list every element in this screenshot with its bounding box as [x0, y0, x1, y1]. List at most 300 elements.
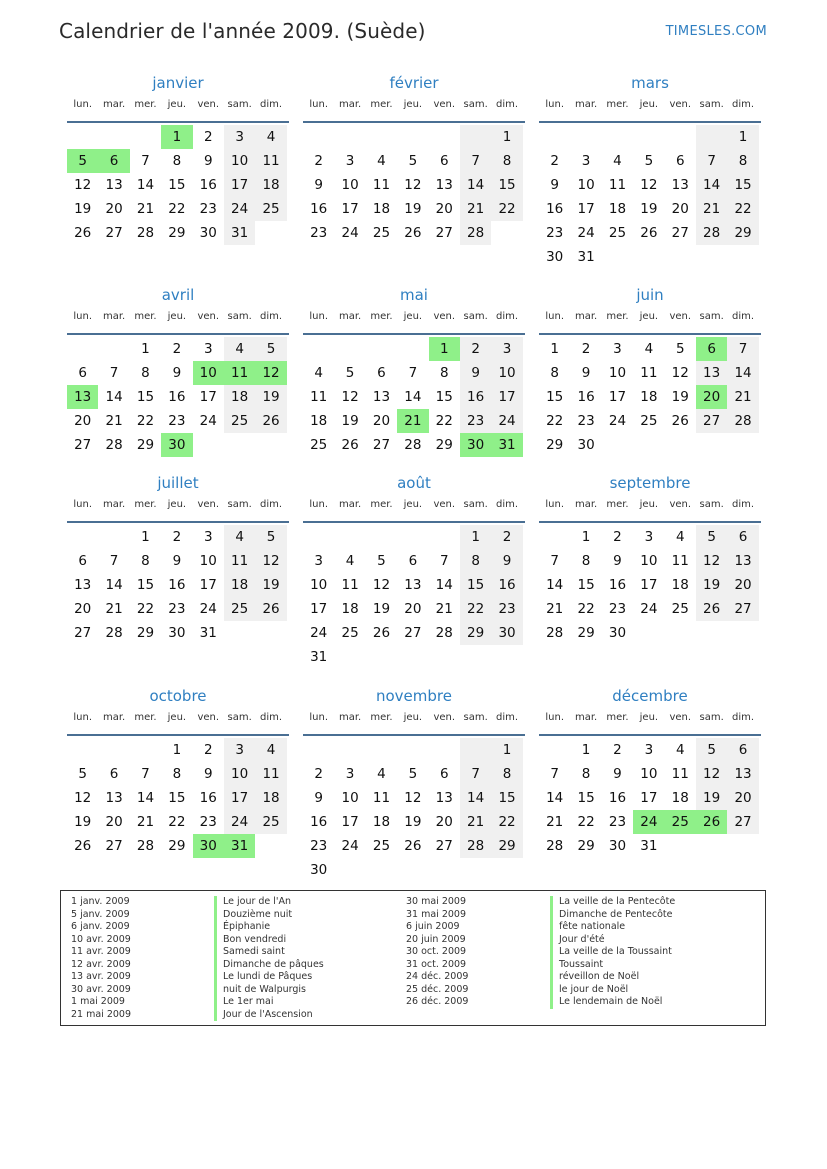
day-cell: 21 [105, 413, 123, 429]
day-cell: 8 [581, 766, 591, 782]
day-cell: 6 [439, 153, 449, 169]
week-row [539, 597, 761, 621]
day-cell: 8 [727, 149, 758, 173]
week-row [67, 810, 289, 834]
day-cell: 15 [577, 790, 595, 806]
day-cell: 18 [671, 790, 689, 806]
empty-day-cell [727, 245, 758, 269]
day-cell: 6 [408, 553, 418, 569]
empty-day-cell [334, 738, 365, 762]
day-cell: 15 [168, 790, 186, 806]
day-cell: 29 [136, 437, 155, 453]
day-cell: 11 [671, 553, 689, 569]
day-cell: 24 [224, 197, 255, 221]
day-cell: 13 [404, 577, 422, 593]
week-row [539, 549, 761, 573]
holiday-name: le jour de Noël [550, 984, 675, 997]
day-cell: 29 [460, 621, 491, 645]
day-cell: 1 [491, 125, 522, 149]
month-name: septembre [609, 474, 691, 492]
day-cell: 20 [435, 814, 453, 830]
site-link[interactable]: TIMESLES.COM [665, 24, 767, 39]
week-row [67, 549, 289, 573]
weekday-label: jeu. [639, 99, 659, 110]
week-row [303, 385, 525, 409]
month-name: décembre [612, 687, 688, 705]
holiday-date: 6 janv. 2009 [71, 921, 130, 932]
day-cell: 24 [310, 625, 328, 641]
weekday-label: mar. [102, 712, 126, 723]
empty-day-cell [366, 858, 397, 882]
empty-day-cell [334, 645, 365, 669]
day-cell: 15 [136, 389, 155, 405]
holiday-name: Jour de l'Ascension [214, 1009, 324, 1022]
empty-day-cell [397, 645, 428, 669]
weekday-label: dim. [496, 499, 519, 510]
day-cell: 22 [577, 814, 595, 830]
day-cell: 16 [310, 814, 328, 830]
day-cell: 20 [727, 573, 758, 597]
day-cell: 29 [435, 437, 453, 453]
week-row [539, 738, 761, 762]
empty-day-cell [633, 245, 664, 269]
day-cell: 28 [546, 838, 564, 854]
empty-day-cell [539, 525, 570, 549]
day-cell: 21 [460, 197, 491, 221]
day-cell: 13 [727, 762, 758, 786]
day-cell: 30 [161, 433, 192, 457]
weekday-label: sam. [463, 311, 488, 322]
day-cell: 3 [491, 337, 522, 361]
weekday-label: sam. [699, 499, 724, 510]
day-cell: 16 [491, 573, 522, 597]
weekday-label: mer. [606, 499, 629, 510]
day-cell: 29 [136, 625, 155, 641]
header-rule [539, 121, 761, 123]
weekday-label: lun. [73, 499, 93, 510]
week-row [539, 762, 761, 786]
day-cell: 10 [224, 149, 255, 173]
day-cell: 1 [491, 738, 522, 762]
weekday-label: ven. [197, 311, 220, 322]
day-cell: 18 [224, 385, 255, 409]
day-cell: 9 [314, 790, 323, 806]
day-cell: 11 [671, 766, 689, 782]
weekday-label: mer. [606, 712, 629, 723]
week-row [539, 149, 761, 173]
weekday-label: mar. [338, 99, 362, 110]
day-cell: 20 [671, 201, 689, 217]
day-cell: 19 [341, 413, 359, 429]
day-cell: 12 [255, 361, 286, 385]
day-cell: 10 [341, 177, 359, 193]
holiday-date: 30 mai 2009 [406, 896, 467, 907]
month-9 [539, 473, 761, 645]
day-cell: 14 [404, 389, 422, 405]
week-row [303, 573, 525, 597]
week-row [539, 810, 761, 834]
day-cell: 12 [696, 549, 727, 573]
day-cell: 1 [581, 529, 591, 545]
day-cell: 16 [460, 385, 491, 409]
day-cell: 23 [491, 597, 522, 621]
empty-day-cell [98, 525, 129, 549]
weekday-label: ven. [433, 712, 456, 723]
day-cell: 24 [640, 601, 658, 617]
day-cell: 7 [696, 149, 727, 173]
holiday-names-column-2 [550, 896, 675, 1009]
day-cell: 1 [429, 337, 460, 361]
day-cell: 21 [460, 810, 491, 834]
week-row [303, 361, 525, 385]
day-cell: 4 [675, 529, 685, 545]
week-row [67, 762, 289, 786]
day-cell: 28 [727, 409, 758, 433]
weekday-label: jeu. [639, 499, 659, 510]
day-cell: 21 [435, 601, 453, 617]
weekday-label: dim. [732, 311, 755, 322]
holiday-name: La veille de la Toussaint [550, 946, 675, 959]
day-cell: 11 [310, 389, 328, 405]
day-cell: 18 [372, 814, 391, 830]
weekday-label: jeu. [167, 499, 187, 510]
week-row [67, 621, 289, 645]
day-cell: 2 [172, 529, 182, 545]
day-cell: 19 [372, 601, 391, 617]
day-cell: 20 [372, 413, 391, 429]
weekday-header [303, 98, 525, 118]
day-cell: 29 [546, 437, 564, 453]
day-cell: 20 [105, 814, 123, 830]
holiday-date: 31 mai 2009 [406, 908, 467, 920]
day-cell: 22 [491, 197, 522, 221]
days-grid [303, 337, 525, 457]
month-name: juillet [157, 474, 199, 492]
month-7 [67, 473, 289, 645]
day-cell: 31 [199, 625, 217, 641]
day-cell: 14 [460, 173, 491, 197]
header-rule [67, 734, 289, 736]
days-grid [67, 525, 289, 645]
empty-day-cell [303, 738, 334, 762]
weekday-header [67, 310, 289, 330]
empty-day-cell [98, 337, 129, 361]
weekday-header [539, 498, 761, 518]
day-cell: 18 [671, 577, 689, 593]
weekday-label: mer. [606, 99, 629, 110]
day-cell: 9 [581, 365, 591, 381]
day-cell: 21 [546, 814, 564, 830]
day-cell: 5 [408, 153, 418, 169]
day-cell: 28 [460, 834, 491, 858]
weekday-label: mar. [338, 712, 362, 723]
week-row [303, 645, 525, 669]
weekday-label: jeu. [167, 99, 187, 110]
week-row [67, 786, 289, 810]
day-cell: 7 [460, 149, 491, 173]
day-cell: 13 [727, 549, 758, 573]
week-row [539, 173, 761, 197]
day-cell: 26 [255, 597, 286, 621]
day-cell: 18 [310, 413, 328, 429]
weekday-label: sam. [227, 99, 252, 110]
empty-day-cell [366, 645, 397, 669]
day-cell: 1 [172, 742, 182, 758]
month-name: janvier [152, 74, 204, 92]
week-row [303, 597, 525, 621]
day-cell: 14 [696, 173, 727, 197]
empty-day-cell [429, 738, 460, 762]
day-cell: 1 [161, 125, 192, 149]
holiday-date: 25 déc. 2009 [406, 983, 469, 995]
day-cell: 28 [404, 437, 422, 453]
header-rule [539, 333, 761, 335]
empty-day-cell [696, 125, 727, 149]
empty-day-cell [334, 337, 365, 361]
days-grid [539, 125, 761, 269]
day-cell: 28 [136, 225, 155, 241]
empty-day-cell [727, 834, 758, 858]
holiday-date: 20 juin 2009 [406, 933, 466, 945]
week-row [67, 385, 289, 409]
weekday-label: dim. [732, 99, 755, 110]
weekday-label: lun. [73, 712, 93, 723]
day-cell: 31 [577, 249, 595, 265]
empty-day-cell [460, 125, 491, 149]
empty-day-cell [255, 621, 286, 645]
day-cell: 3 [314, 553, 323, 569]
day-cell: 6 [78, 553, 87, 569]
week-row [303, 125, 525, 149]
week-row [539, 573, 761, 597]
days-grid [539, 337, 761, 457]
day-cell: 18 [255, 173, 286, 197]
day-cell: 28 [460, 221, 491, 245]
empty-day-cell [602, 125, 633, 149]
empty-day-cell [665, 245, 696, 269]
weekday-label: jeu. [167, 712, 187, 723]
weekday-label: mer. [370, 99, 393, 110]
day-cell: 5 [255, 337, 286, 361]
holiday-date: 5 janv. 2009 [71, 908, 130, 920]
weekday-label: lun. [309, 712, 329, 723]
day-cell: 11 [224, 361, 255, 385]
day-cell: 1 [141, 341, 150, 357]
header-rule [303, 121, 525, 123]
month-1 [67, 73, 289, 245]
days-grid [67, 738, 289, 858]
day-cell: 18 [372, 201, 391, 217]
weekday-label: ven. [669, 99, 692, 110]
holiday-name: Le 1er mai [214, 996, 324, 1009]
header-rule [67, 333, 289, 335]
day-cell: 14 [546, 577, 564, 593]
day-cell: 12 [671, 365, 689, 381]
day-cell: 28 [546, 625, 564, 641]
day-cell: 16 [608, 577, 627, 593]
day-cell: 25 [310, 437, 328, 453]
holiday-names-column-1 [214, 896, 324, 1021]
day-cell: 29 [168, 225, 186, 241]
day-cell: 28 [136, 838, 155, 854]
days-grid [303, 125, 525, 245]
day-cell: 30 [199, 225, 217, 241]
week-row [303, 810, 525, 834]
day-cell: 8 [172, 153, 182, 169]
day-cell: 2 [613, 529, 622, 545]
day-cell: 30 [608, 838, 627, 854]
month-3 [539, 73, 761, 269]
week-row [303, 337, 525, 361]
day-cell: 15 [136, 577, 155, 593]
weekday-label: ven. [669, 712, 692, 723]
weekday-label: ven. [669, 499, 692, 510]
day-cell: 23 [546, 225, 564, 241]
day-cell: 21 [727, 385, 758, 409]
empty-day-cell [665, 433, 696, 457]
day-cell: 19 [696, 573, 727, 597]
week-row [539, 834, 761, 858]
weekday-label: lun. [309, 311, 329, 322]
day-cell: 6 [727, 525, 758, 549]
weekday-label: mar. [338, 499, 362, 510]
week-row [67, 738, 289, 762]
day-cell: 29 [577, 625, 595, 641]
day-cell: 3 [203, 529, 213, 545]
day-cell: 23 [168, 413, 186, 429]
week-row [539, 361, 761, 385]
day-cell: 30 [608, 625, 627, 641]
day-cell: 21 [105, 601, 123, 617]
holiday-name: Toussaint [550, 959, 675, 972]
day-cell: 9 [550, 177, 559, 193]
day-cell: 4 [377, 766, 386, 782]
day-cell: 24 [199, 413, 217, 429]
empty-day-cell [460, 645, 491, 669]
day-cell: 7 [550, 553, 559, 569]
day-cell: 5 [67, 149, 98, 173]
day-cell: 20 [74, 601, 92, 617]
month-11 [303, 686, 525, 882]
day-cell: 6 [78, 365, 87, 381]
day-cell: 10 [310, 577, 328, 593]
weekday-label: ven. [433, 99, 456, 110]
weekday-label: jeu. [403, 99, 423, 110]
day-cell: 27 [727, 810, 758, 834]
day-cell: 20 [74, 413, 92, 429]
empty-day-cell [665, 621, 696, 645]
day-cell: 31 [224, 221, 255, 245]
day-cell: 20 [105, 201, 123, 217]
day-cell: 8 [460, 549, 491, 573]
day-cell: 14 [105, 577, 123, 593]
day-cell: 27 [435, 225, 453, 241]
day-cell: 25 [372, 838, 391, 854]
day-cell: 19 [255, 573, 286, 597]
day-cell: 1 [460, 525, 491, 549]
weekday-label: dim. [496, 712, 519, 723]
days-grid [303, 525, 525, 669]
day-cell: 22 [136, 601, 155, 617]
month-name: août [397, 474, 431, 492]
holiday-name: Le lendemain de Noël [550, 996, 675, 1009]
day-cell: 2 [550, 153, 559, 169]
holiday-name: Le lundi de Pâques [214, 971, 324, 984]
holiday-date: 12 avr. 2009 [71, 958, 131, 970]
day-cell: 11 [372, 790, 391, 806]
week-row [539, 525, 761, 549]
weekday-header [539, 98, 761, 118]
empty-day-cell [397, 337, 428, 361]
day-cell: 28 [105, 625, 123, 641]
empty-day-cell [633, 433, 664, 457]
month-2 [303, 73, 525, 245]
weekday-label: mer. [134, 311, 157, 322]
day-cell: 24 [199, 601, 217, 617]
weekday-label: sam. [227, 499, 252, 510]
empty-day-cell [303, 125, 334, 149]
day-cell: 27 [372, 437, 391, 453]
day-cell: 7 [109, 553, 119, 569]
month-name: octobre [149, 687, 207, 705]
empty-day-cell [429, 525, 460, 549]
day-cell: 20 [696, 385, 727, 409]
month-name: mars [631, 74, 669, 92]
weekday-label: ven. [197, 99, 220, 110]
weekday-label: mar. [574, 99, 598, 110]
month-name: mai [400, 286, 428, 304]
day-cell: 27 [105, 838, 123, 854]
day-cell: 1 [141, 529, 150, 545]
empty-day-cell [130, 738, 161, 762]
empty-day-cell [366, 525, 397, 549]
day-cell: 25 [341, 625, 359, 641]
week-row [303, 409, 525, 433]
weekday-label: lun. [545, 99, 565, 110]
day-cell: 26 [372, 625, 391, 641]
weekday-header [303, 498, 525, 518]
day-cell: 27 [74, 437, 92, 453]
week-row [67, 337, 289, 361]
weekday-label: sam. [463, 99, 488, 110]
weekday-label: sam. [463, 499, 488, 510]
day-cell: 12 [404, 177, 422, 193]
day-cell: 22 [168, 201, 186, 217]
day-cell: 25 [224, 597, 255, 621]
day-cell: 31 [491, 433, 522, 457]
weekday-label: lun. [73, 99, 93, 110]
day-cell: 2 [581, 341, 591, 357]
week-row [303, 549, 525, 573]
day-cell: 29 [491, 834, 522, 858]
day-cell: 20 [727, 786, 758, 810]
day-cell: 3 [203, 341, 213, 357]
empty-day-cell [397, 125, 428, 149]
day-cell: 10 [341, 790, 359, 806]
day-cell: 13 [105, 790, 123, 806]
weekday-label: jeu. [167, 311, 187, 322]
empty-day-cell [665, 834, 696, 858]
day-cell: 31 [224, 834, 255, 858]
day-cell: 17 [640, 577, 658, 593]
day-cell: 6 [696, 337, 727, 361]
day-cell: 5 [675, 341, 685, 357]
day-cell: 17 [199, 389, 217, 405]
empty-day-cell [539, 738, 570, 762]
day-cell: 17 [577, 201, 595, 217]
weekday-label: jeu. [403, 311, 423, 322]
header-rule [67, 121, 289, 123]
